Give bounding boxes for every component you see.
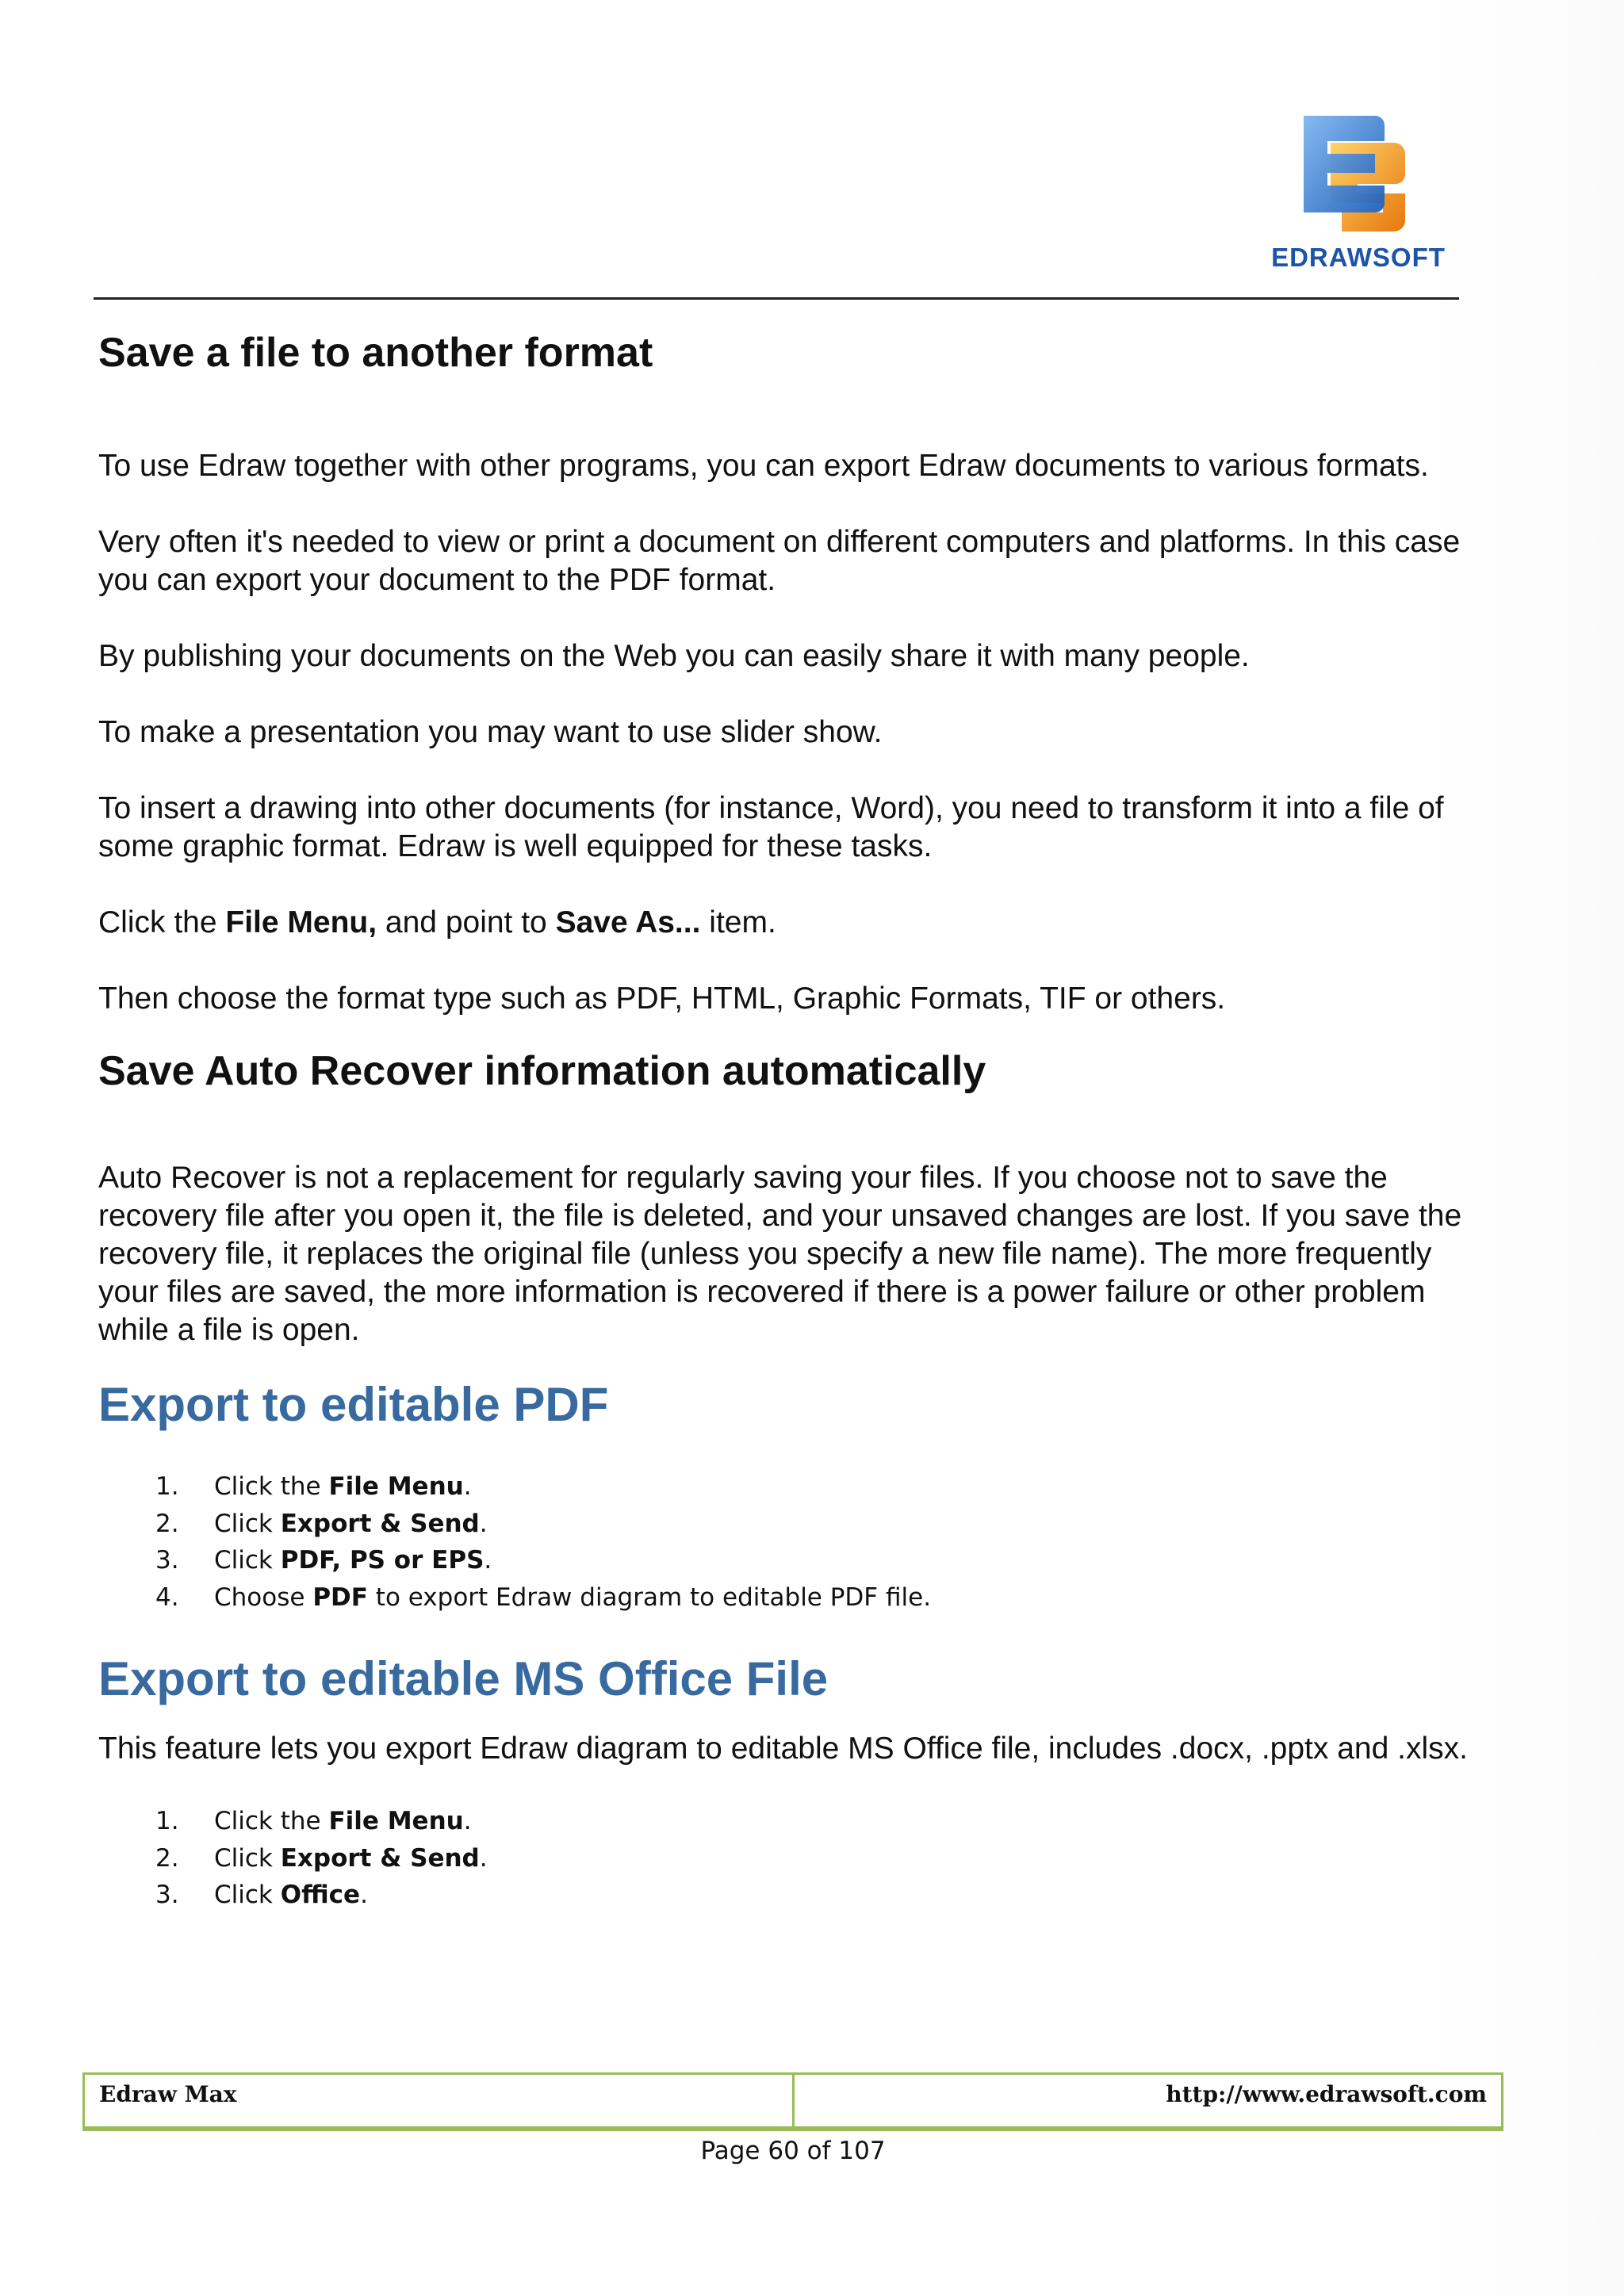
- heading-auto-recover: Save Auto Recover information automatically: [98, 1048, 986, 1094]
- list-number: 2.: [155, 1843, 179, 1873]
- bold-term: Export & Send: [280, 1843, 480, 1873]
- edraw-e-logo-icon: [1299, 111, 1410, 238]
- text: .: [484, 1546, 492, 1575]
- paragraph: By publishing your documents on the Web you can easily share it with many people.: [98, 639, 1250, 673]
- text: .: [463, 1807, 472, 1835]
- bold-term: PDF: [312, 1582, 368, 1612]
- bold-term: File Menu: [328, 1807, 464, 1835]
- text: .: [479, 1509, 488, 1538]
- text: Click: [214, 1881, 281, 1909]
- list-item: [98, 1803, 1494, 1840]
- list-item: [98, 1506, 1494, 1543]
- text: Click the: [214, 1472, 329, 1501]
- heading-export-office: Export to editable MS Office File: [98, 1652, 829, 1705]
- list-number: 1.: [155, 1807, 179, 1835]
- list-item: [98, 1877, 1494, 1914]
- heading-save-format: Save a file to another format: [98, 330, 653, 376]
- bold-term: File Menu: [328, 1472, 464, 1501]
- text: .: [479, 1843, 488, 1873]
- paragraph: Very often it's needed to view or print a document on different computers and platforms. In this case you can export your document to the PDF format.: [98, 525, 1461, 597]
- page-number: Page 60 of 107: [700, 2137, 886, 2165]
- heading-export-pdf: Export to editable PDF: [98, 1378, 609, 1431]
- edrawsoft-logo: [1267, 111, 1450, 277]
- header-rule: [94, 297, 1459, 300]
- export-office-steps: [98, 1803, 1494, 1914]
- bold-term: PDF, PS or EPS: [280, 1546, 485, 1575]
- text: .: [360, 1881, 368, 1909]
- list-number: 3.: [155, 1881, 179, 1909]
- list-number: 3.: [155, 1546, 179, 1575]
- list-item: [98, 1579, 1494, 1617]
- list-number: 1.: [155, 1472, 179, 1501]
- text: Click: [214, 1546, 281, 1575]
- bold-term: Office: [280, 1881, 361, 1909]
- text: Click the: [214, 1807, 329, 1835]
- paragraph: Auto Recover is not a replacement for regularly saving your files. If you choose not to save the recovery file after you open it, the file is deleted, and your unsaved changes are lost. If you save the recovery file, it replaces the original file (unless you specify a new file name). The more frequently your files are saved, the more information is recovered if there is a power failure or other problem while a file is open.: [98, 1161, 1462, 1347]
- text: and point to: [377, 905, 556, 939]
- text: Choose: [214, 1582, 313, 1612]
- list-item: [98, 1542, 1494, 1579]
- list-item: [98, 1468, 1494, 1506]
- logo-text: EDRAWSOFT: [1271, 243, 1446, 272]
- text: to export Edraw diagram to editable PDF file.: [367, 1582, 932, 1612]
- paragraph: Then choose the format type such as PDF, HTML, Graphic Formats, TIF or others.: [98, 982, 1226, 1016]
- text: item.: [700, 905, 776, 939]
- paragraph: To insert a drawing into other documents (for instance, Word), you need to transform it into a file of some graphic format. Edraw is well equipped for these tasks.: [98, 791, 1444, 863]
- footer-website-link[interactable]: http://www.edrawsoft.com: [1166, 2081, 1487, 2107]
- file-menu-ref: File Menu,: [225, 905, 377, 939]
- paragraph-save-as: [98, 904, 1494, 942]
- footer-product-name: Edraw Max: [85, 2075, 795, 2126]
- save-as-ref: Save As...: [555, 905, 701, 939]
- list-number: 2.: [155, 1509, 179, 1538]
- text: Click: [214, 1843, 281, 1873]
- footer-table: [82, 2072, 1503, 2131]
- text: .: [463, 1472, 472, 1501]
- list-number: 4.: [155, 1582, 179, 1612]
- export-pdf-steps: [98, 1468, 1494, 1616]
- paragraph: To make a presentation you may want to use slider show.: [98, 715, 883, 749]
- document-body: [98, 325, 1494, 1914]
- list-item: [98, 1840, 1494, 1877]
- paragraph: To use Edraw together with other programs, you can export Edraw documents to various formats.: [98, 449, 1429, 483]
- text: Click the: [98, 905, 226, 939]
- text: Click: [214, 1509, 281, 1538]
- paragraph: This feature lets you export Edraw diagram to editable MS Office file, includes .docx, .pptx and .xlsx.: [98, 1732, 1468, 1766]
- bold-term: Export & Send: [280, 1509, 480, 1538]
